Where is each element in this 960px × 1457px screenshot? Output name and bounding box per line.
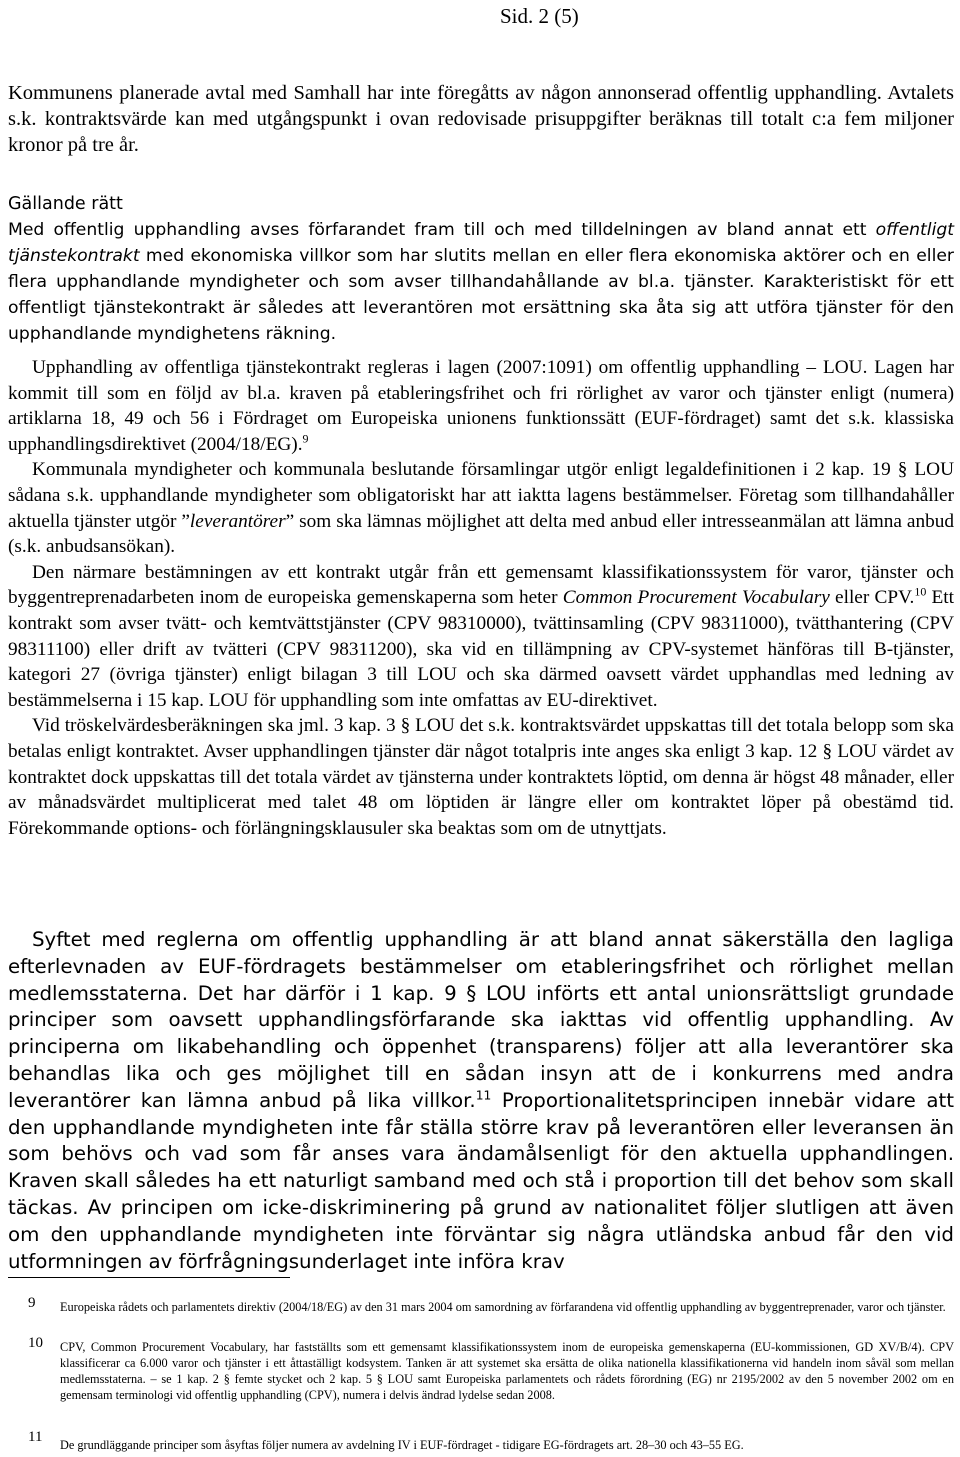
footnote-text: De grundläggande principer som åsyftas följer numera av avdelning IV i EUF-fördraget - tidigare EG-fördragets art. 28–30 och 43–55 EG. (60, 1438, 744, 1452)
intro-text: Kommunens planerade avtal med Samhall har inte föregåtts av någon annonserad offentlig upphandling. Avtalets s.k. kontraktsvärde kan med utgångspunkt i ovan redovisade prisuppgifter beräknas till totalt c:a fem miljoner kronor på tre år. (8, 82, 954, 156)
paragraph-definition (8, 217, 954, 347)
paragraph-principles (8, 927, 954, 1275)
footnote-text: CPV, Common Procurement Vocabulary, har fastställts som ett gemensamt klassifikationssystem inom de europeiska gemenskaperna (EU-kommissionen, GD XV/B/4). CPV klassificerar ca 6.000 varor och tjänster i ett åttaställigt kodsystem. Tanken är att systemet ska ersätta de olika nationella klassifikationerna vid handeln inom såväl som mellan medlemsstaterna. – se 1 kap. 2 § femte stycket och 2 kap. 5 § LOU samt Europeiska parlamentets och rådets förordning (EG) nr 2195/2002 av den 5 november 2002 om en gemensam terminologi vid offentlig upphandling (CPV), numera i delvis ändrad lydelse sedan 2008. (60, 1340, 954, 1402)
page-number: Sid. 2 (5) (500, 4, 579, 28)
paragraph-lou (8, 355, 954, 457)
paragraph-kommunala (8, 457, 954, 559)
footnote-ref-9[interactable]: 9 (302, 431, 309, 446)
paragraph-cpv (8, 560, 954, 714)
p4-text-a: Den närmare bestämningen av ett kontrakt utgår från ett gemensamt klassifikationssystem för varor, tjänster och byggentreprenadarbeten inom de europeiska gemenskaperna som heter (8, 561, 954, 609)
p4-text-c: eller CPV. (829, 587, 915, 609)
footnote-ref-11[interactable]: 11 (475, 1088, 492, 1103)
p4-text-d: Ett kontrakt som avser tvätt- och kemtvättstjänster (CPV 98310000), tvättinsamling (CPV 98311000), tvätthantering (CPV 98311100) eller drift av tvätteri (CPV 98311200), ska vid en tillämpning av CPV-systemet hänföras till B-tjänster, kategori 27 (övriga tjänster) enligt bilagan 3 till LOU och ska därmed oavsett värdet upphandlas med ledning av bestämmelserna i 15 kap. LOU för upphandling som inte omfattas av EU-direktivet. (8, 587, 954, 711)
principles-body (8, 927, 954, 1275)
legal-body (8, 355, 954, 841)
p3-text-c: ” som ska lämnas möjlighet att delta med anbud eller intresseanmälan att lämna anbud (s.k. anbudsansökan). (8, 510, 955, 558)
footnote-text: Europeiska rådets och parlamentets direktiv (2004/18/EG) av den 31 mars 2004 om samordning av förfarandena vid offentlig upphandling av byggentreprenader, varor och tjänster. (60, 1300, 946, 1314)
p6-text-a: Syftet med reglerna om offentlig upphandling är att bland annat säkerställa den lagliga efterlevnaden av EUF-fördragets bestämmelser om etableringsfrihet och rörlighet mellan medlemsstaterna. Det har därför i 1 kap. 9 § LOU införts ett antal unionsrättsligt grundade principer som oavsett upphandlingsförfarande ska iakttas vid offentlig upphandling. Av principerna om likabehandling och öppenhet (transparens) följer att alla leverantörer ska behandlas lika och ges möjlighet till en sådan insyn att de i konkurrens med andra leverantörer kan lämna anbud på lika villkor. (8, 928, 954, 1112)
paragraph-troskelvarde: Vid tröskelvärdesberäkningen ska jml. 3 kap. 3 § LOU det s.k. kontraktsvärdet uppskattas till det totala belopp som ska betalas enligt kontraktet. Avser upphandlingen tjänster där något totalpris inte anges ska enligt 3 kap. 12 § LOU värdet av kontraktet dock uppskattas till det totala värdet av tjänsterna under kontraktets löptid, om denna är högst 48 månader, eller av månadsvärdet multiplicerat med talet 48 om löptiden är längre eller om kontraktet löper på obestämd tid. Förekommande options- och förlängningsklausuler ska beaktas som om de utnyttjats. (8, 715, 954, 839)
p3-term: leverantörer (189, 510, 286, 532)
section-heading: Gällande rätt (8, 194, 123, 214)
p1-term: offentligt tjänstekontrakt (8, 220, 954, 266)
p2-text: Upphandling av offentliga tjänstekontrakt regleras i lagen (2007:1091) om offentlig upphandling – LOU. Lagen har kommit till som en följd av bl.a. kraven på etableringsfrihet och fri rörlighet av varor och tjänster enligt (numera) artiklarna 18, 49 och 56 i Fördraget om Europeiska unionens funktionssätt (EUF-fördraget) samt det s.k. klassiska upphandlingsdirektivet (2004/18/EG). (8, 357, 954, 455)
footnote-separator (8, 1277, 290, 1278)
p6-text-b: Proportionalitetsprincipen innebär vidare att den upphandlande myndigheten inte får ställa större krav på leverantören eller leveransen än som behövs och vad som får anses vara ändamålsenligt för den aktuella upphandlingen. Kraven skall således ha ett naturligt samband med och stå i proportion till det behov som skall täckas. Av principen om icke-diskriminering på grund av nationalitet följer slutligen att även om den upphandlande myndigheten inte förväntar sig några utländska anbud får den vid utformningen av förfrågningsunderlaget inte införa krav (8, 1088, 955, 1273)
footnote-number: 9 (28, 1295, 36, 1311)
p1-text-c: med ekonomiska villkor som har slutits mellan en eller flera ekonomiska aktörer och en eller flera upphandlande myndigheter och som avser tillhandahållande av bl.a. tjänster. Karakteristiskt för ett offentligt tjänstekontrakt är således att leverantören mot ersättning ska åta sig att utföra tjänster för den upphandlande myndighetens räkning. (8, 246, 954, 344)
p1-text-a: Med offentlig upphandling avses förfarandet fram till och med tilldelningen av bland annat ett (8, 220, 876, 240)
intro-paragraph (8, 80, 954, 158)
footnote-number: 11 (28, 1429, 43, 1445)
footnote-number: 10 (28, 1335, 43, 1351)
footnote-ref-10[interactable]: 10 (914, 584, 927, 599)
p4-term: Common Procurement Vocabulary (562, 587, 830, 609)
p3-text-a: Kommunala myndigheter och kommunala beslutande församlingar utgör enligt legaldefinitionen i 2 kap. 19 § LOU sådana s.k. upphandlande myndigheter som obligatoriskt har att iaktta lagens bestämmelser. Företag som tillhandahåller aktuella tjänster utgör ” (8, 459, 954, 532)
